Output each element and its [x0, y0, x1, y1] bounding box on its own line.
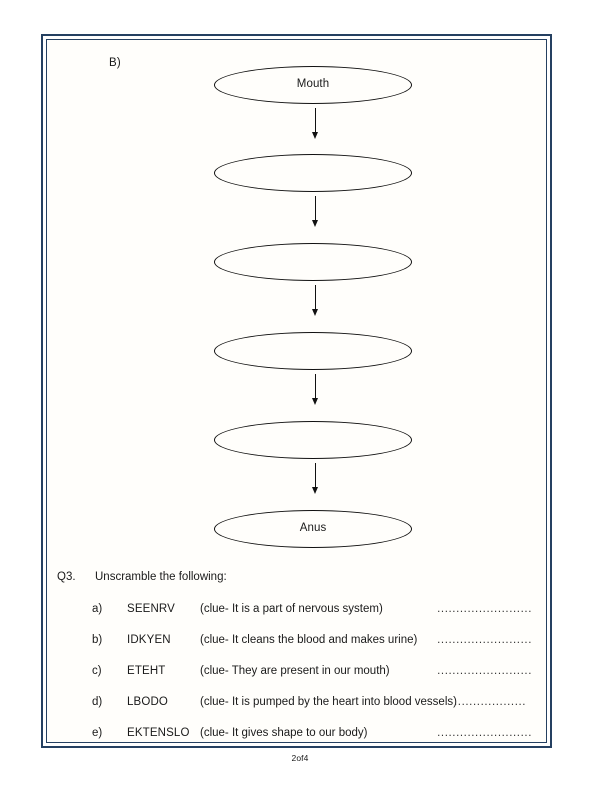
question-3-item-d — [47, 696, 546, 712]
item-letter: c) — [92, 665, 102, 677]
flow-arrow-2 — [311, 196, 321, 227]
question-3-item-e — [47, 727, 546, 743]
item-scrambled-word: LBODO — [127, 696, 169, 708]
flow-node-3 — [214, 243, 412, 281]
question-3-heading — [47, 571, 546, 587]
flow-node-2 — [214, 154, 412, 192]
flow-node-4 — [214, 332, 412, 370]
item-scrambled-word: SEENRV — [127, 603, 175, 615]
flow-node-5 — [214, 421, 412, 459]
question-3-item-c — [47, 665, 546, 681]
item-answer-blank[interactable]: ......................... — [437, 603, 532, 615]
item-scrambled-word: EKTENSLO — [127, 727, 190, 739]
item-clue: (clue- It is pumped by the heart into blood vessels) — [200, 696, 457, 708]
flow-arrow-3 — [311, 285, 321, 316]
item-letter: d) — [92, 696, 103, 708]
question-3-item-a — [47, 603, 546, 619]
question-3-number: Q3. — [57, 571, 76, 583]
flow-node-label: Anus — [299, 522, 327, 535]
item-answer-blank[interactable]: ......................... — [437, 727, 532, 739]
item-clue: (clue- They are present in our mouth) — [200, 665, 390, 677]
page-footer-number: 2of4 — [291, 753, 309, 763]
flow-node-label: Mouth — [296, 78, 330, 91]
flow-node-mouth — [214, 66, 412, 104]
item-answer-blank[interactable]: ................... — [454, 696, 527, 708]
flow-node-anus — [214, 510, 412, 548]
item-scrambled-word: ETEHT — [127, 665, 166, 677]
item-scrambled-word: IDKYEN — [127, 634, 171, 646]
item-answer-blank[interactable]: ......................... — [437, 634, 532, 646]
flow-arrow-5 — [311, 463, 321, 494]
question-3-item-b — [47, 634, 546, 650]
page-border-inner — [46, 39, 547, 743]
question-3-title: Unscramble the following: — [95, 571, 227, 583]
flow-arrow-1 — [311, 108, 321, 139]
flow-arrow-4 — [311, 374, 321, 405]
part-b-label: B) — [109, 57, 121, 69]
item-clue: (clue- It is a part of nervous system) — [200, 603, 383, 615]
item-letter: e) — [92, 727, 103, 739]
item-clue: (clue- It gives shape to our body) — [200, 727, 368, 739]
item-clue: (clue- It cleans the blood and makes urine) — [200, 634, 418, 646]
page-border-outer — [41, 34, 552, 748]
item-letter: b) — [92, 634, 103, 646]
page-content — [47, 40, 546, 742]
digestive-system-flowchart — [47, 40, 546, 540]
item-answer-blank[interactable]: ......................... — [437, 665, 532, 677]
item-letter: a) — [92, 603, 103, 615]
